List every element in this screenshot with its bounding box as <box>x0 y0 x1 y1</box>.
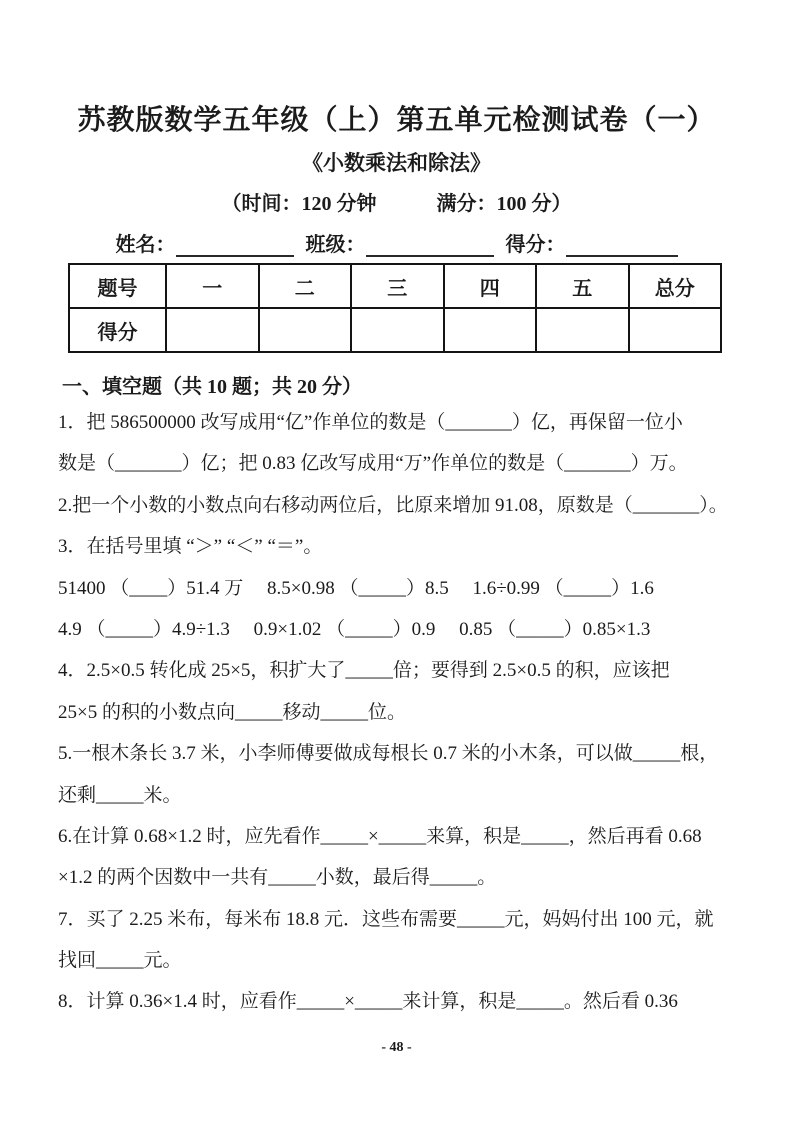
question-line-12: ×1.2 的两个因数中一共有_____小数，最后得_____。 <box>58 867 497 889</box>
name-blank <box>176 235 294 257</box>
exam-subtitle: 《小数乘法和除法》 <box>302 151 491 175</box>
header-cell-section-3: 三 <box>351 264 444 308</box>
name-label: 姓名： <box>115 234 176 256</box>
class-label: 班级： <box>305 234 366 256</box>
question-line-7: 4．2.5×0.5 转化成 25×5，积扩大了_____倍；要得到 2.5×0.5 的积，应该把 <box>58 660 670 682</box>
page-number: - 48 - <box>381 1040 412 1055</box>
score-cell-3 <box>351 308 444 352</box>
question-lines <box>58 402 743 1023</box>
question-line-8: 25×5 的积的小数点向_____移动_____位。 <box>58 701 406 723</box>
question-line-1: 1．把 586500000 改写成用“亿”作单位的数是（_______）亿，再保留一位小 <box>58 412 683 433</box>
question-line-4: 3．在括号里填 “＞” “＜” “＝”。 <box>58 536 323 558</box>
header-cell-section-4: 四 <box>444 264 537 308</box>
question-line-15: 8．计算 0.36×1.4 时，应看作_____×_____来计算，积是_____。然后看 0.36 <box>58 991 678 1013</box>
score-row-label: 得分 <box>69 308 166 352</box>
question-line-6: 4.9 （_____）4.9÷1.3 0.9×1.02 （_____）0.9 0.85 （_____）0.85×1.3 <box>58 618 651 640</box>
question-line-9: 5.一根木条长 3.7 米，小李师傅要做成每根长 0.7 米的小木条，可以做_____根， <box>58 743 719 765</box>
score-cell-4 <box>444 308 537 352</box>
header-cell-question-number: 题号 <box>69 264 166 308</box>
score-field <box>506 228 678 257</box>
question-line-11: 6.在计算 0.68×1.2 时，应先看作_____×_____来算，积是_____，然后再看 0.68 <box>58 825 702 847</box>
score-summary-table <box>68 263 722 353</box>
question-line-14: 找回_____元。 <box>58 950 182 972</box>
table-score-row <box>69 308 721 352</box>
question-line-13: 7．买了 2.25 米布，每米布 18.8 元．这些布需要_____元，妈妈付出 100 元，就 <box>58 908 714 930</box>
score-blank <box>566 235 678 257</box>
exam-meta-time-score: （时间：120 分钟 满分：100 分） <box>221 193 572 215</box>
question-line-3: 2.把一个小数的小数点向右移动两位后，比原来增加 91.08，原数是（_______）。 <box>58 494 728 516</box>
table-header-row <box>69 264 721 308</box>
score-cell-1 <box>166 308 259 352</box>
score-label: 得分： <box>505 234 566 256</box>
score-cell-total <box>629 308 722 352</box>
class-blank <box>366 235 494 257</box>
question-line-2: 数是（_______）亿；把 0.83 亿改写成用“万”作单位的数是（_______）万。 <box>58 453 688 475</box>
header-cell-section-5: 五 <box>536 264 629 308</box>
section-1-heading: 一、填空题（共 10 题；共 20 分） <box>62 376 362 398</box>
name-field <box>116 228 294 257</box>
question-line-10: 还剩_____米。 <box>58 784 182 806</box>
header-cell-total: 总分 <box>629 264 722 308</box>
score-cell-5 <box>536 308 629 352</box>
header-cell-section-1: 一 <box>166 264 259 308</box>
page-title: 苏教版数学五年级（上）第五单元检测试卷（一） <box>77 105 716 136</box>
student-info-row <box>0 228 793 257</box>
question-line-5: 51400 （____）51.4 万 8.5×0.98 （_____）8.5 1.6÷0.99 （_____）1.6 <box>58 577 654 599</box>
header-cell-section-2: 二 <box>259 264 352 308</box>
score-cell-2 <box>259 308 352 352</box>
class-field <box>306 228 494 257</box>
